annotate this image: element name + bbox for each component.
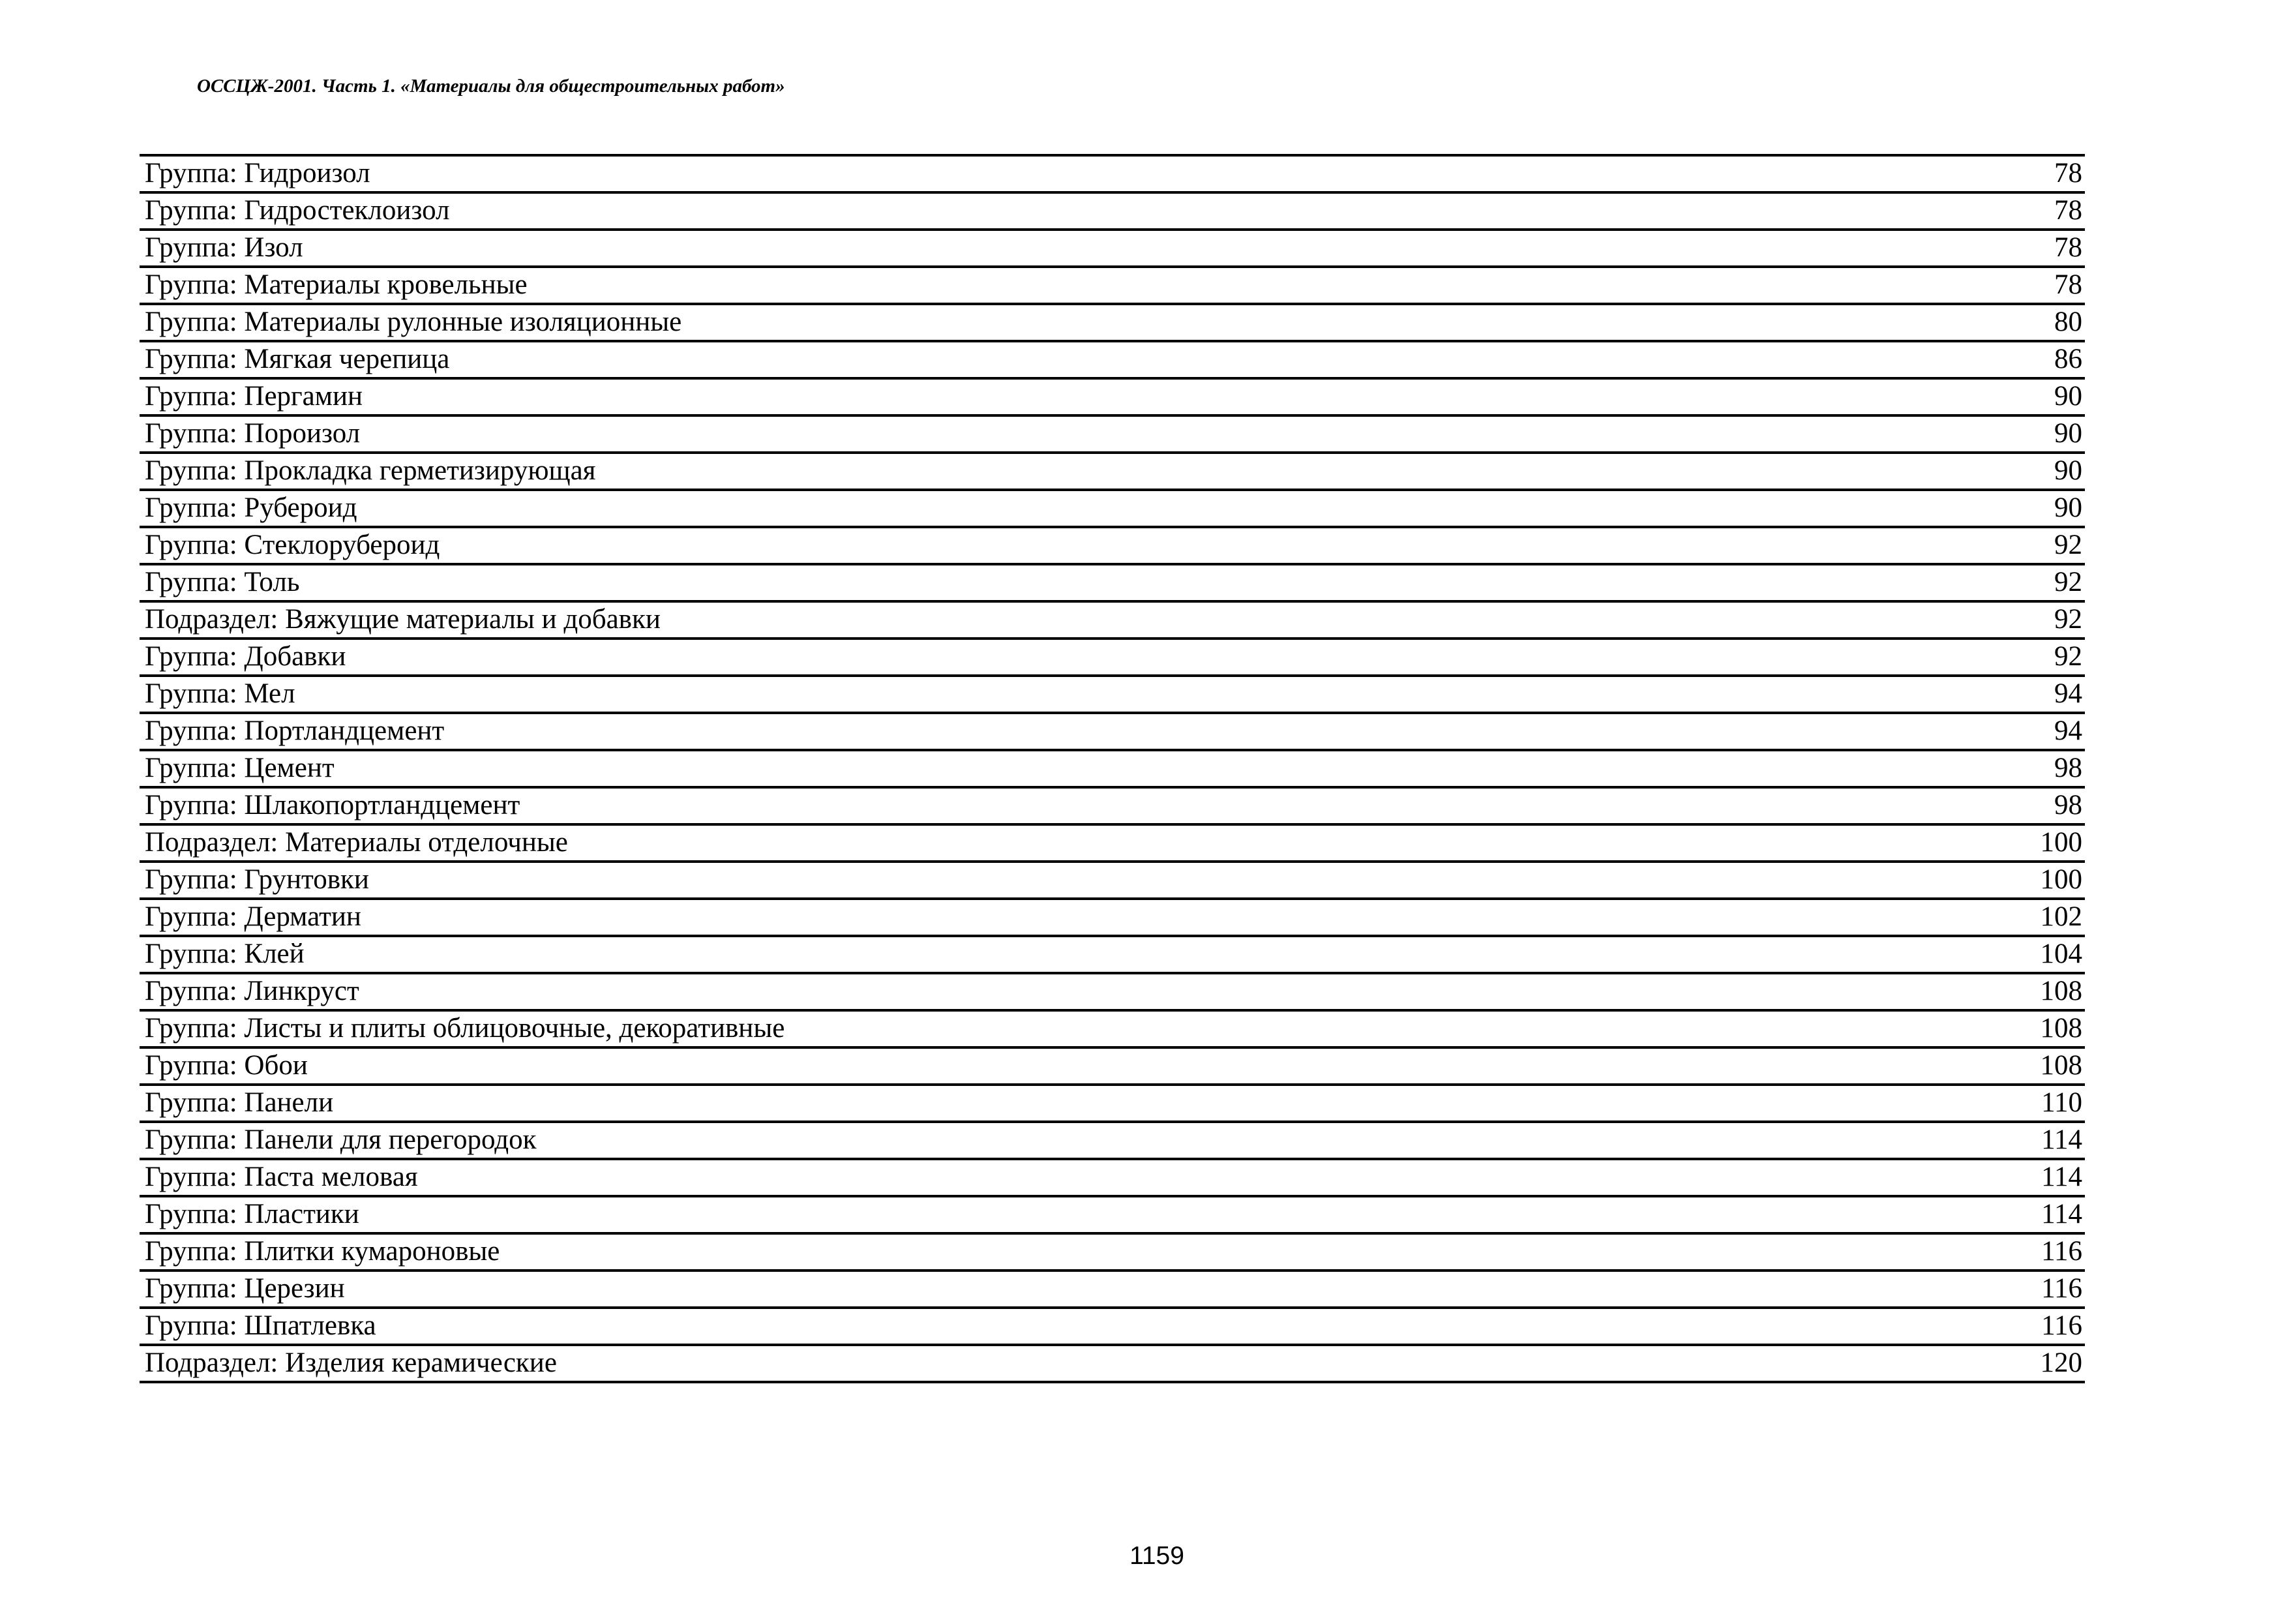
toc-row[interactable] xyxy=(140,1197,2085,1235)
toc-entry-title: Группа: Панели xyxy=(145,1087,334,1118)
toc-row[interactable] xyxy=(140,603,2085,640)
toc-entry-title: Группа: Прокладка герметизирующая xyxy=(145,455,596,486)
toc-entry-page: 94 xyxy=(2054,715,2082,746)
toc-entry-page: 102 xyxy=(2040,901,2082,932)
toc-entry-title: Группа: Пластики xyxy=(145,1199,359,1229)
toc-row[interactable] xyxy=(140,491,2085,528)
toc-row[interactable] xyxy=(140,342,2085,380)
toc-entry-page: 98 xyxy=(2054,790,2082,820)
toc-row[interactable] xyxy=(140,1123,2085,1160)
toc-row[interactable] xyxy=(140,1272,2085,1309)
toc-entry-title: Группа: Обои xyxy=(145,1050,308,1081)
toc-entry-page: 78 xyxy=(2054,232,2082,263)
toc-entry-title: Подраздел: Изделия керамические xyxy=(145,1347,557,1378)
toc-entry-page: 110 xyxy=(2041,1087,2082,1118)
toc-row[interactable] xyxy=(140,565,2085,603)
toc-row[interactable] xyxy=(140,194,2085,231)
toc-row[interactable] xyxy=(140,863,2085,900)
toc-row[interactable] xyxy=(140,937,2085,974)
toc-entry-page: 98 xyxy=(2054,753,2082,783)
toc-entry-page: 92 xyxy=(2054,604,2082,635)
toc-row[interactable] xyxy=(140,1235,2085,1272)
toc-row[interactable] xyxy=(140,1012,2085,1049)
toc-entry-page: 116 xyxy=(2041,1236,2082,1267)
toc-entry-page: 108 xyxy=(2040,1013,2082,1044)
toc-entry-page: 100 xyxy=(2040,827,2082,858)
toc-entry-title: Группа: Дерматин xyxy=(145,901,361,932)
toc-entry-title: Группа: Рубероид xyxy=(145,492,357,523)
toc-entry-title: Группа: Церезин xyxy=(145,1273,345,1304)
toc-entry-page: 90 xyxy=(2054,492,2082,523)
toc-entry-title: Группа: Листы и плиты облицовочные, декоративные xyxy=(145,1013,785,1044)
toc-entry-title: Группа: Гидроизол xyxy=(145,158,370,188)
toc-entry-title: Группа: Панели для перегородок xyxy=(145,1124,537,1155)
toc-entry-title: Группа: Толь xyxy=(145,567,300,597)
toc-entry-page: 94 xyxy=(2054,678,2082,709)
toc-entry-page: 114 xyxy=(2041,1124,2082,1155)
toc-row[interactable] xyxy=(140,751,2085,789)
toc-entry-title: Группа: Стеклорубероид xyxy=(145,530,440,560)
toc-entry-title: Подраздел: Материалы отделочные xyxy=(145,827,568,858)
toc-row[interactable] xyxy=(140,974,2085,1012)
toc-row[interactable] xyxy=(140,826,2085,863)
toc-row[interactable] xyxy=(140,1049,2085,1086)
toc-row[interactable] xyxy=(140,231,2085,268)
toc-row[interactable] xyxy=(140,528,2085,565)
toc-row[interactable] xyxy=(140,714,2085,751)
toc-entry-title: Группа: Шлакопортландцемент xyxy=(145,790,520,820)
toc-entry-page: 80 xyxy=(2054,307,2082,337)
toc-row[interactable] xyxy=(140,380,2085,417)
table-of-contents xyxy=(140,154,2085,1383)
toc-row[interactable] xyxy=(140,1160,2085,1197)
toc-row[interactable] xyxy=(140,454,2085,491)
toc-entry-title: Группа: Изол xyxy=(145,232,303,263)
toc-row[interactable] xyxy=(140,268,2085,305)
toc-entry-page: 78 xyxy=(2054,158,2082,188)
toc-row[interactable] xyxy=(140,677,2085,714)
toc-entry-title: Группа: Добавки xyxy=(145,641,346,672)
toc-entry-title: Группа: Гидростеклоизол xyxy=(145,195,450,226)
toc-entry-page: 116 xyxy=(2041,1310,2082,1341)
toc-entry-page: 90 xyxy=(2054,455,2082,486)
toc-entry-page: 92 xyxy=(2054,530,2082,560)
toc-row[interactable] xyxy=(140,417,2085,454)
toc-row[interactable] xyxy=(140,900,2085,937)
toc-row[interactable] xyxy=(140,789,2085,826)
toc-entry-title: Группа: Материалы кровельные xyxy=(145,269,528,300)
toc-entry-page: 90 xyxy=(2054,381,2082,412)
toc-row[interactable] xyxy=(140,1086,2085,1123)
toc-entry-title: Группа: Плитки кумароновые xyxy=(145,1236,500,1267)
toc-entry-page: 114 xyxy=(2041,1199,2082,1229)
toc-entry-title: Группа: Мел xyxy=(145,678,295,709)
toc-entry-title: Группа: Мягкая черепица xyxy=(145,344,450,374)
toc-entry-page: 78 xyxy=(2054,269,2082,300)
toc-entry-title: Группа: Линкруст xyxy=(145,976,359,1006)
toc-entry-title: Группа: Клей xyxy=(145,939,305,969)
toc-entry-title: Группа: Портландцемент xyxy=(145,715,445,746)
toc-entry-page: 90 xyxy=(2054,418,2082,449)
toc-entry-page: 116 xyxy=(2041,1273,2082,1304)
toc-entry-page: 108 xyxy=(2040,976,2082,1006)
toc-entry-page: 120 xyxy=(2040,1347,2082,1378)
toc-row[interactable] xyxy=(140,1346,2085,1383)
toc-entry-title: Группа: Пергамин xyxy=(145,381,363,412)
toc-entry-title: Группа: Шпатлевка xyxy=(145,1310,376,1341)
toc-entry-title: Подраздел: Вяжущие материалы и добавки xyxy=(145,604,661,635)
toc-entry-title: Группа: Паста меловая xyxy=(145,1162,418,1192)
document-header: ОССЦЖ-2001. Часть 1. «Материалы для общестроительных работ» xyxy=(197,76,785,97)
toc-entry-page: 114 xyxy=(2041,1162,2082,1192)
toc-entry-title: Группа: Грунтовки xyxy=(145,864,369,895)
toc-row[interactable] xyxy=(140,1309,2085,1346)
toc-entry-title: Группа: Пороизол xyxy=(145,418,361,449)
toc-row[interactable] xyxy=(140,157,2085,194)
toc-entry-title: Группа: Материалы рулонные изоляционные xyxy=(145,307,682,337)
toc-entry-page: 108 xyxy=(2040,1050,2082,1081)
toc-entry-page: 92 xyxy=(2054,567,2082,597)
toc-entry-page: 92 xyxy=(2054,641,2082,672)
toc-entry-page: 100 xyxy=(2040,864,2082,895)
toc-row[interactable] xyxy=(140,305,2085,342)
toc-entry-page: 104 xyxy=(2040,939,2082,969)
page-number: 1159 xyxy=(1130,1542,1184,1570)
toc-entry-page: 86 xyxy=(2054,344,2082,374)
toc-entry-page: 78 xyxy=(2054,195,2082,226)
toc-entry-title: Группа: Цемент xyxy=(145,753,335,783)
toc-row[interactable] xyxy=(140,640,2085,677)
